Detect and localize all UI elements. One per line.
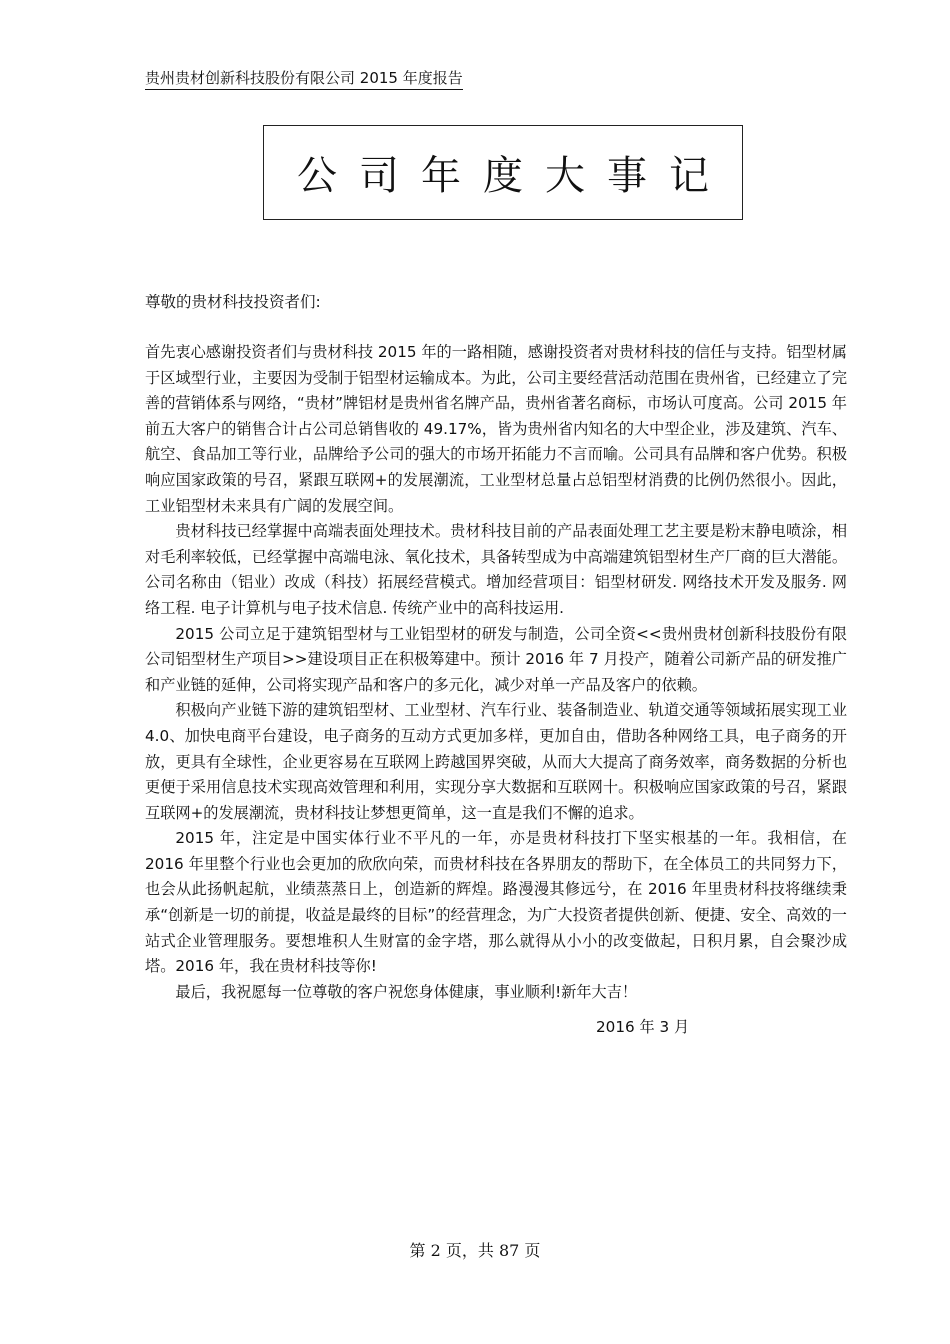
letter-body [145, 340, 847, 1005]
signature-date: 2016 年 3 月 [596, 1018, 690, 1036]
salutation: 尊敬的贵材科技投资者们: [145, 293, 321, 311]
report-header: 贵州贵材创新科技股份有限公司 2015 年度报告 [145, 68, 463, 90]
paragraph: 贵材科技已经掌握中高端表面处理技术。贵材科技目前的产品表面处理工艺主要是粉末静电喷涂，相对毛利率较低，已经掌握中高端电泳、氧化技术，具备转型成为中高端建筑铝型材生产厂商的巨大潜能。公司名称由（铝业）改成（科技）拓展经营模式。增加经营项目：铝型材研发. 网络技术开发及服务. 网络工程. 电子计算机与电子技术信息. 传统产业中的高科技运用. [145, 522, 847, 617]
paragraph: 最后，我祝愿每一位尊敬的客户祝您身体健康，事业顺利!新年大吉！ [175, 982, 638, 1001]
paragraph: 首先衷心感谢投资者们与贵材科技 2015 年的一路相随，感谢投资者对贵材科技的信任与支持。铝型材属于区域型行业，主要因为受制于铝型材运输成本。为此，公司主要经营活动范围在贵州省，已经建立了完善的营销体系与网络，“贵材”牌铝材是贵州省名牌产品，贵州省著名商标，市场认可度高。公司 2015 年前五大客户的销售合计占公司总销售收的 49.17%，皆为贵州省内知名的大中型企业，涉及建筑、汽车、航空、食品加工等行业，品牌给予公司的强大的市场开拓能力不言而喻。公司具有品牌和客户优势。积极响应国家政策的号召，紧跟互联网+的发展潮流，工业型材总量占总铝型材消费的比例仍然很小。因此，工业铝型材未来具有广阔的发展空间。 [145, 343, 847, 515]
paragraph: 积极向产业链下游的建筑铝型材、工业型材、汽车行业、装备制造业、轨道交通等领域拓展实现工业 4.0、加快电商平台建设，电子商务的互动方式更加多样，更加自由，借助各种网络工具，电子商务的开放，更具有全球性，企业更容易在互联网上跨越国界突破，从而大大提高了商务效率，商务数据的分析也更便于采用信息技术实现高效管理和利用，实现分享大数据和互联网十。积极响应国家政策的号召，紧跟互联网+的发展潮流，贵材科技让梦想更简单，这一直是我们不懈的追求。 [145, 701, 847, 822]
page-title: 公司年度大事记 [297, 153, 731, 199]
paragraph: 2015 年，注定是中国实体行业不平凡的一年，亦是贵材科技打下坚实根基的一年。我相信，在 2016 年里整个行业也会更加的欣欣向荣，而贵材科技在各界朋友的帮助下，在全体员工的共同努力下，也会从此扬帆起航，业绩蒸蒸日上，创造新的辉煌。路漫漫其修远兮，在 2016 年里贵材科技将继续秉承“创新是一切的前提，收益是最终的目标”的经营理念，为广大投资者提供创新、便捷、安全、高效的一站式企业管理服务。要想堆积人生财富的金字塔，那么就得从小小的改变做起，日积月累，自会聚沙成塔。2016 年，我在贵材科技等你! [145, 829, 847, 976]
page-footer: 第 2 页，共 87 页 [409, 1241, 541, 1260]
title-box [263, 125, 743, 220]
paragraph: 2015 公司立足于建筑铝型材与工业铝型材的研发与制造，公司全资<<贵州贵材创新科技股份有限公司铝型材生产项目>>建设项目正在积极筹建中。预计 2016 年 7 月投产，随着公司新产品的研发推广和产业链的延伸，公司将实现产品和客户的多元化，减少对单一产品及客户的依赖。 [145, 624, 847, 694]
